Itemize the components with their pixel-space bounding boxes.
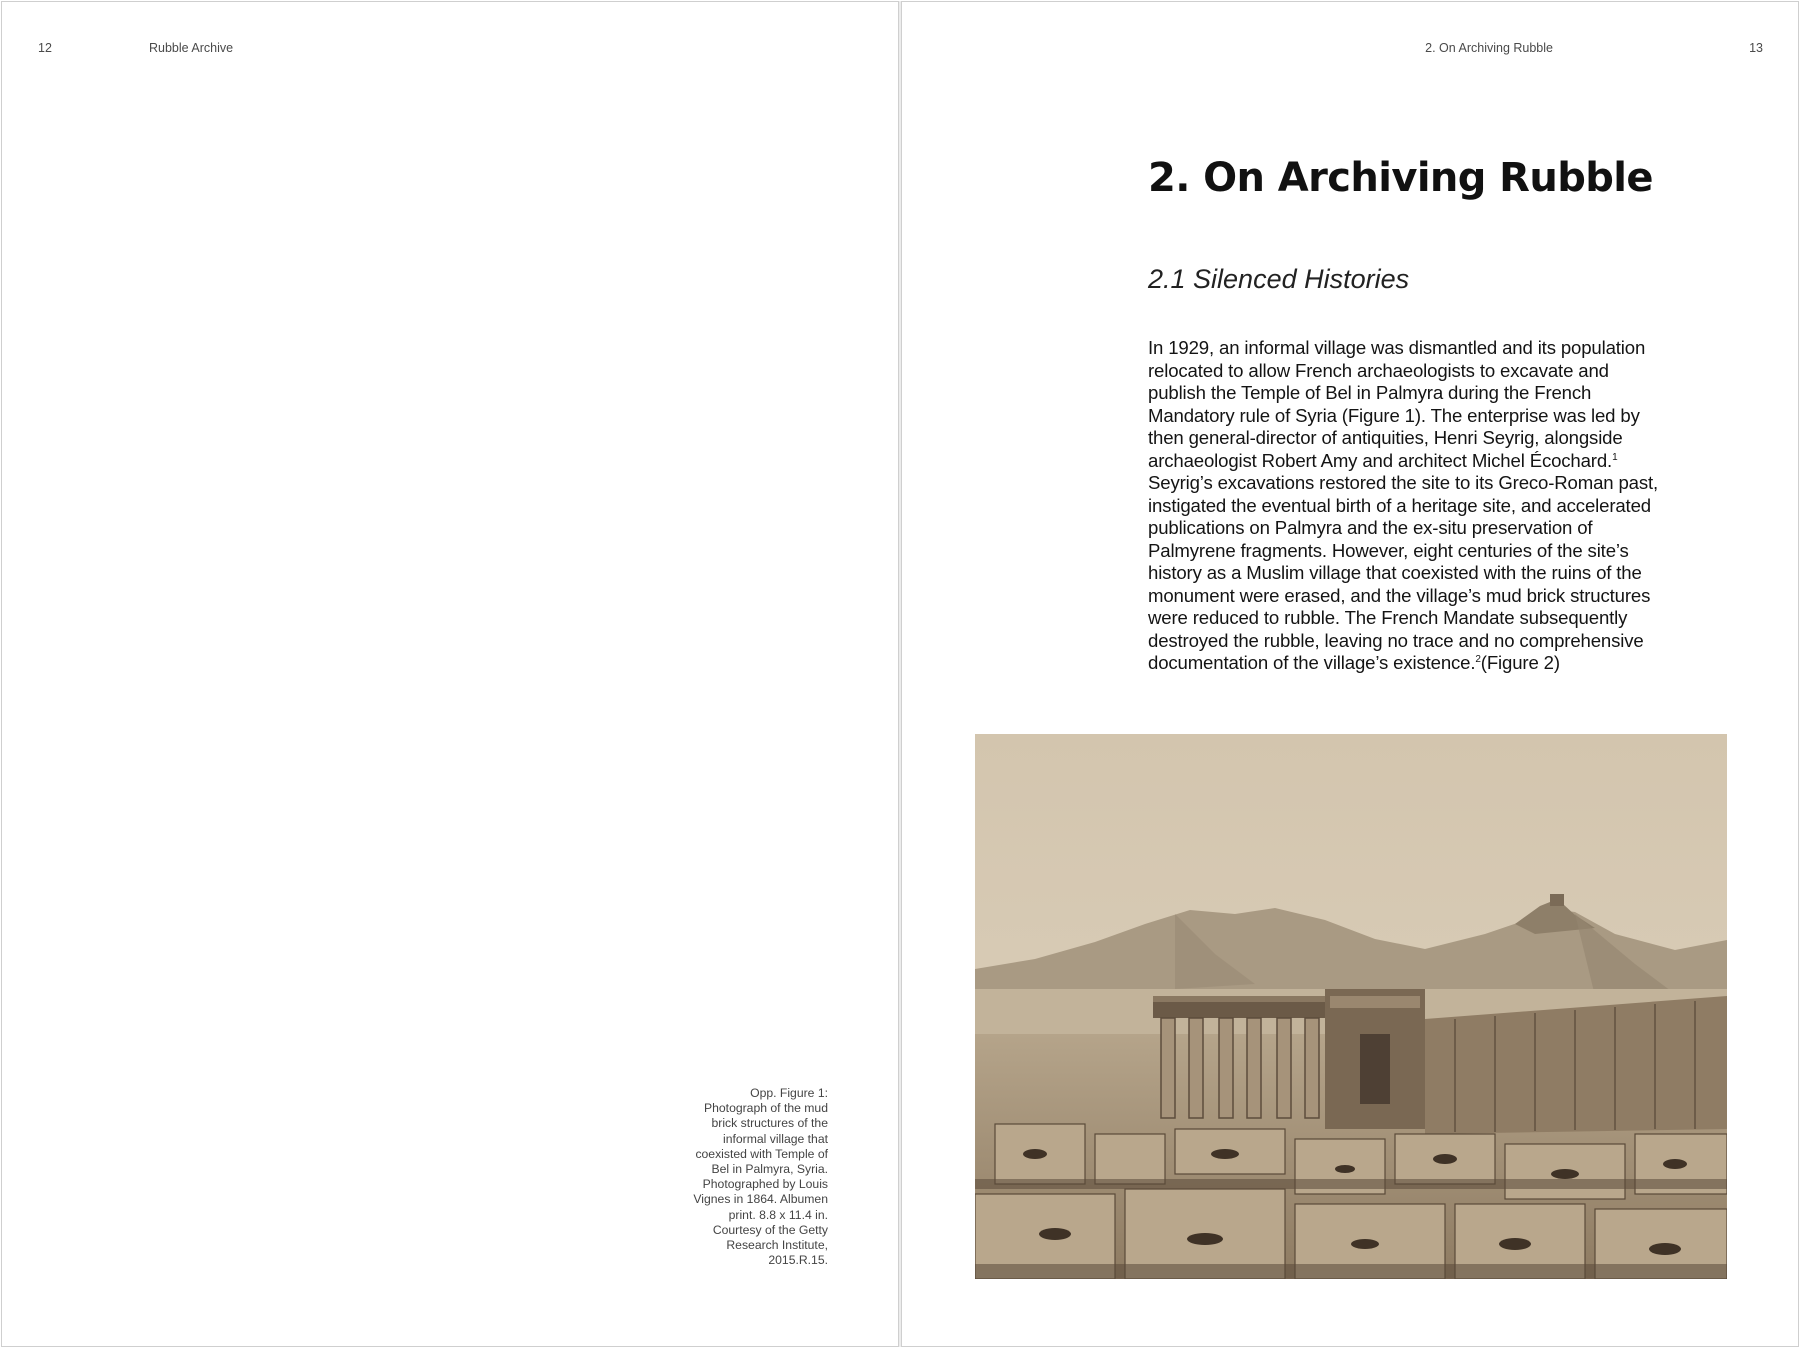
left-folio: 12	[38, 41, 52, 55]
body-text-part-3: (Figure 2)	[1480, 652, 1560, 673]
figure-2-photograph	[975, 734, 1727, 1279]
footnote-ref-1[interactable]: 1	[1612, 451, 1618, 463]
body-text-part-1: In 1929, an informal village was dismantled and its population relocated to allow French archaeologists to excavate and publish the Temple of Bel in Palmyra during the French Mandatory rule of Syria (Figure 1). The enterprise was led by then general-director of antiquities, Henri Seyrig, alongside archaeologist Robert Amy and architect Michel Écochard.	[1148, 337, 1646, 471]
figure-1-caption: Opp. Figure 1: Photograph of the mud brick structures of the informal village that coexisted with Temple of Bel in Palmyra, Syria. Photographed by Louis Vignes in 1864. Albumen print. 8.8 x 11.4 in. Courtesy of the Getty Research Institute, 2015.R.15.	[693, 1086, 828, 1268]
right-folio: 13	[1749, 41, 1763, 55]
palmyra-ruins-photo	[975, 734, 1727, 1279]
body-text-part-2: Seyrig’s excavations restored the site to its Greco-Roman past, instigated the eventual birth of a heritage site, and accelerated publications on Palmyra and the ex-situ preservation of Palmyrene fragments. However, eight centuries of the site’s history as a Muslim village that coexisted with the ruins of the monument were erased, and the village’s mud brick structures were reduced to rubble. The French Mandate subsequently destroyed the rubble, leaving no trace and no comprehensive documentation of the village’s existence.	[1148, 472, 1659, 673]
right-page	[901, 1, 1799, 1347]
section-title: 2.1 Silenced Histories	[1148, 264, 1410, 294]
chapter-title: 2. On Archiving Rubble	[1148, 155, 1653, 201]
body-paragraph	[1148, 337, 1660, 675]
footnote-ref-2[interactable]: 2	[1475, 654, 1481, 665]
left-running-head: Rubble Archive	[149, 41, 234, 55]
right-running-head: 2. On Archiving Rubble	[1425, 41, 1553, 55]
left-page	[1, 1, 899, 1347]
